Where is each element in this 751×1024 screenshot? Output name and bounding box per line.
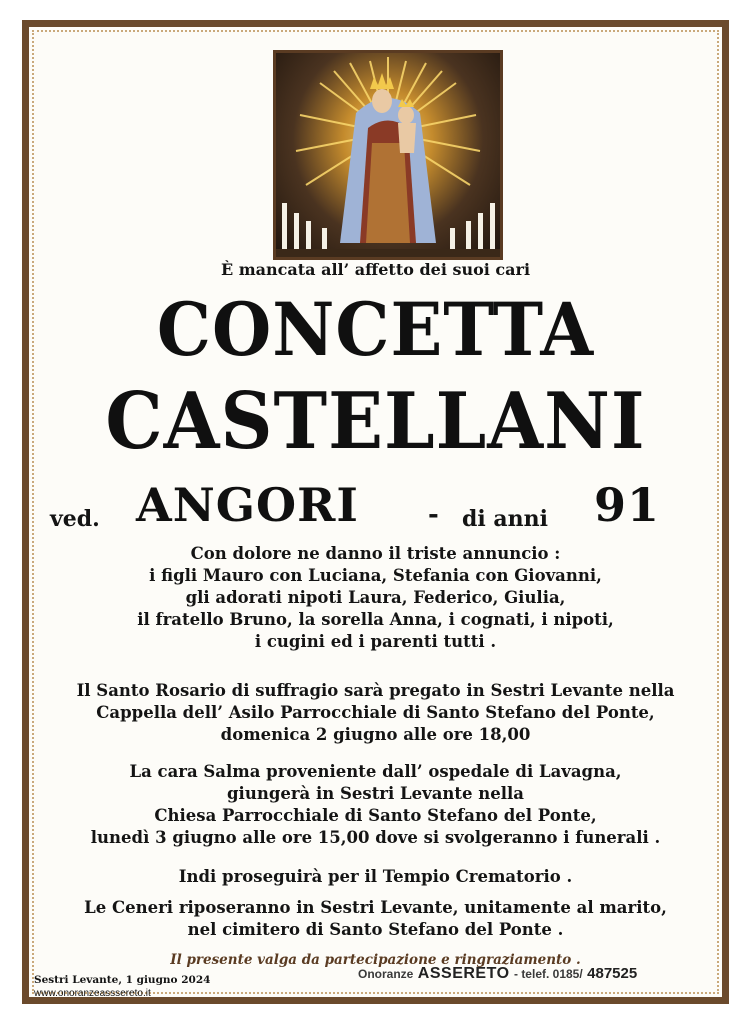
funeral-line: Chiesa Parrocchiale di Santo Stefano del Ponte, <box>154 806 597 825</box>
funeral-line: lunedì 3 giugno alle ore 15,00 dove si svolgeranno i funerali . <box>90 828 661 847</box>
madonna-photo <box>273 50 503 260</box>
phone-number[interactable]: 487525 <box>587 965 638 982</box>
announcement-block <box>0 543 751 653</box>
funeral-block <box>0 761 751 849</box>
agency-name: ASSERETO <box>417 965 510 982</box>
crematorio-line: Indi proseguirà per il Tempio Crematorio . <box>178 867 573 886</box>
deceased-last-name: CASTELLANI <box>105 374 646 467</box>
separator-dash: - <box>428 500 439 530</box>
rosary-line: Cappella dell’ Asilo Parrocchiale di Santo Stefano del Ponte, <box>96 703 655 722</box>
rosary-line: domenica 2 giugno alle ore 18,00 <box>220 725 531 744</box>
agency-contact <box>358 965 637 983</box>
agency-prefix: Onoranze <box>358 967 414 981</box>
ashes-line: Le Ceneri riposeranno in Sestri Levante, unitamente al marito, <box>84 898 667 917</box>
footer-left <box>34 973 210 1001</box>
announcement-line: gli adorati nipoti Laura, Federico, Giulia, <box>185 588 566 607</box>
announcement-line: il fratello Bruno, la sorella Anna, i cognati, i nipoti, <box>137 610 614 629</box>
funeral-line: giungerà in Sestri Levante nella <box>227 784 524 803</box>
place-date: Sestri Levante, 1 giugno 2024 <box>34 974 211 986</box>
ashes-block <box>0 897 751 941</box>
rosary-block <box>0 680 751 746</box>
intro-line: È mancata all’ affetto dei suoi cari <box>220 260 531 279</box>
married-name-line <box>0 478 751 532</box>
married-name: ANGORI <box>136 478 359 532</box>
ved-prefix: ved. <box>50 506 100 532</box>
website-link[interactable]: www.onoranzeasssereto.it <box>34 988 151 999</box>
age-prefix: di anni <box>462 506 549 532</box>
announcement-line: i figli Mauro con Luciana, Stefania con Giovanni, <box>149 566 602 585</box>
ashes-line: nel cimitero di Santo Stefano del Ponte . <box>187 920 564 939</box>
funeral-line: La cara Salma proveniente dall’ ospedale di Lavagna, <box>129 762 622 781</box>
rosary-line: Il Santo Rosario di suffragio sarà pregato in Sestri Levante nella <box>76 681 675 700</box>
phone-prefix: - telef. 0185/ <box>513 967 583 981</box>
motto-line: Il presente valga da partecipazione e ringraziamento . <box>170 952 581 968</box>
deceased-first-name: CONCETTA <box>156 286 595 374</box>
age-value: 91 <box>594 478 661 532</box>
announcement-line: Con dolore ne danno il triste annuncio : <box>190 544 561 563</box>
announcement-line: i cugini ed i parenti tutti . <box>254 632 497 651</box>
